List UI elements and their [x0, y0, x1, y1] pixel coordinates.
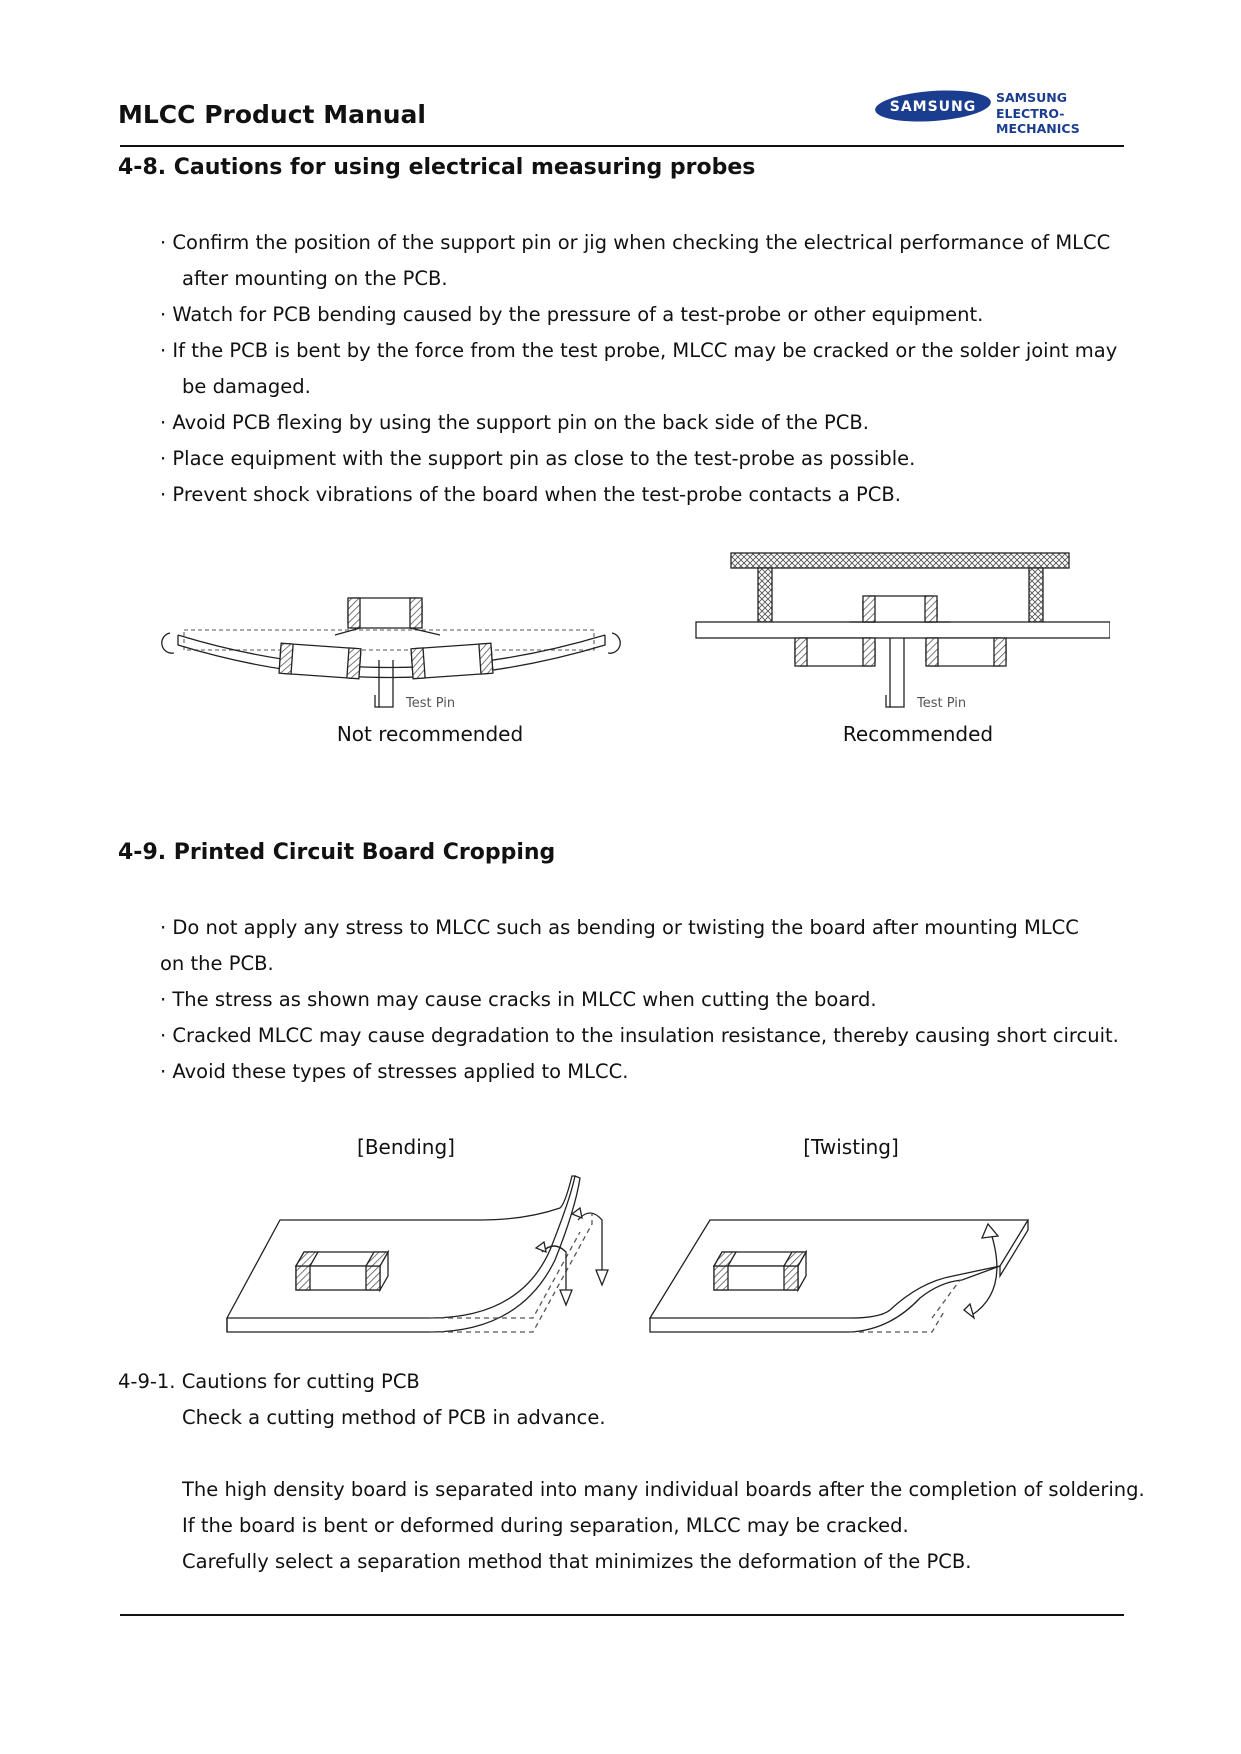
- twisting-label: [Twisting]: [803, 1135, 899, 1159]
- section-4-9-heading: 4-9. Printed Circuit Board Cropping: [118, 840, 556, 865]
- section-4-9-1-para-line: Carefully select a separation method that minimizes the deformation of the PCB.: [182, 1550, 972, 1573]
- section-4-9-1-heading: 4-9-1. Cautions for cutting PCB: [118, 1370, 420, 1393]
- bullet-line: · The stress as shown may cause cracks in MLCC when cutting the board.: [160, 988, 877, 1011]
- footer-rule: [120, 1614, 1124, 1616]
- logo-line-1: SAMSUNG: [996, 90, 1067, 105]
- twisting-diagram: [650, 1220, 1028, 1332]
- test-pin-label-left: Test Pin: [406, 696, 456, 711]
- section-4-9-1-para-line: If the board is bent or deformed during separation, MLCC may be cracked.: [182, 1514, 909, 1537]
- bullet-line: · Watch for PCB bending caused by the pressure of a test-probe or other equipment.: [160, 303, 984, 326]
- bullet-line: · Prevent shock vibrations of the board when the test-probe contacts a PCB.: [160, 483, 901, 506]
- document-title: MLCC Product Manual: [118, 100, 426, 129]
- bending-diagram: [227, 1176, 608, 1332]
- bending-label: [Bending]: [357, 1135, 455, 1159]
- probe-figures: [150, 545, 1110, 715]
- recommended-diagram: [696, 553, 1110, 707]
- bullet-line: · Place equipment with the support pin as close to the test-probe as possible.: [160, 447, 916, 470]
- section-4-9-1-line: Check a cutting method of PCB in advance.: [182, 1406, 606, 1429]
- bullet-line: · Cracked MLCC may cause degradation to the insulation resistance, thereby causing short circuit.: [160, 1024, 1119, 1047]
- logo-wordmark: SAMSUNG: [889, 99, 977, 115]
- bullet-line: · Do not apply any stress to MLCC such as bending or twisting the board after mounting MLCC: [160, 916, 1079, 939]
- caption-not-recommended: Not recommended: [336, 722, 524, 746]
- test-pin-label-right: Test Pin: [917, 696, 967, 711]
- bullet-line: · If the PCB is bent by the force from the test probe, MLCC may be cracked or the solder joint may: [160, 339, 1118, 362]
- bullet-line: after mounting on the PCB.: [182, 267, 448, 290]
- not-recommended-diagram: [162, 598, 620, 707]
- bullet-line: · Avoid these types of stresses applied to MLCC.: [160, 1060, 629, 1083]
- section-4-8-heading: 4-8. Cautions for using electrical measuring probes: [118, 155, 756, 180]
- header-rule: [120, 145, 1124, 147]
- caption-recommended: Recommended: [842, 722, 994, 746]
- bullet-line: · Avoid PCB flexing by using the support pin on the back side of the PCB.: [160, 411, 869, 434]
- section-4-9-1-para-line: The high density board is separated into many individual boards after the completion of soldering.: [182, 1478, 1145, 1501]
- stress-figures: [220, 1170, 1040, 1340]
- bullet-line: · Confirm the position of the support pin or jig when checking the electrical performance of MLCC: [160, 231, 1111, 254]
- logo-line-2: ELECTRO-MECHANICS: [996, 106, 1080, 136]
- bullet-line: on the PCB.: [160, 952, 274, 975]
- bullet-line: be damaged.: [182, 375, 311, 398]
- samsung-logo: [873, 86, 1133, 136]
